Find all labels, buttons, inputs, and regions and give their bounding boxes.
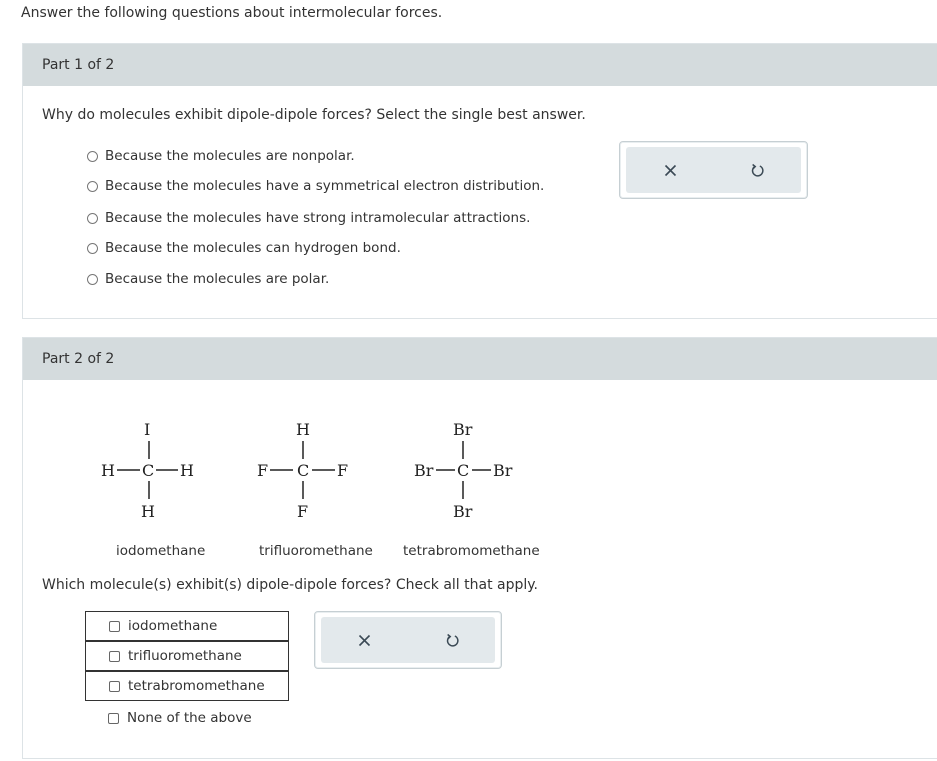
- undo-answer-button[interactable]: [432, 617, 472, 663]
- checkbox-option-trifluoromethane[interactable]: [85, 641, 289, 671]
- close-icon: [664, 164, 677, 177]
- bond-lines: [100, 440, 200, 505]
- atom-top: Br: [453, 420, 473, 439]
- atom-right: F: [337, 461, 349, 480]
- page-intro: Answer the following questions about intermolecular forces.: [21, 5, 443, 21]
- part-1-question: Why do molecules exhibit dipole-dipole forces? Select the single best answer.: [42, 107, 586, 123]
- atom-bottom: F: [297, 502, 309, 521]
- radio-option-symmetrical[interactable]: [87, 176, 544, 196]
- checkbox[interactable]: [109, 621, 120, 632]
- option-label: None of the above: [127, 710, 252, 726]
- answer-controls-inner: [321, 617, 495, 663]
- option-label: iodomethane: [128, 618, 218, 634]
- checkbox[interactable]: [109, 681, 120, 692]
- atom-top: H: [296, 420, 310, 439]
- close-icon: [358, 634, 371, 647]
- atom-center: C: [457, 461, 470, 480]
- atom-left: H: [101, 461, 115, 480]
- radio-button[interactable]: [87, 181, 98, 192]
- radio-option-hydrogen-bond[interactable]: [87, 238, 401, 258]
- molecule-name: tetrabromomethane: [403, 543, 540, 559]
- checkbox[interactable]: [109, 651, 120, 662]
- atom-top: I: [144, 420, 151, 439]
- option-label: tetrabromomethane: [128, 678, 265, 694]
- clear-answer-button[interactable]: [650, 147, 690, 193]
- part-1-answer-controls: [619, 141, 808, 199]
- checkbox-option-iodomethane[interactable]: [85, 611, 289, 641]
- atom-left: Br: [414, 461, 434, 480]
- atom-right: H: [180, 461, 194, 480]
- atom-left: F: [257, 461, 269, 480]
- atom-center: C: [297, 461, 310, 480]
- atom-bottom: Br: [453, 502, 473, 521]
- atom-right: Br: [493, 461, 513, 480]
- bond-lines: [255, 440, 355, 505]
- checkbox-option-none[interactable]: [85, 703, 289, 733]
- molecule-name: iodomethane: [116, 543, 206, 559]
- option-label: Because the molecules are nonpolar.: [105, 148, 355, 164]
- clear-answer-button[interactable]: [344, 617, 384, 663]
- checkbox[interactable]: [108, 713, 119, 724]
- radio-option-polar[interactable]: [87, 269, 329, 289]
- part-2-header: Part 2 of 2: [23, 338, 937, 380]
- part-2-answer-controls: [314, 611, 502, 669]
- checkbox-option-tetrabromomethane[interactable]: [85, 671, 289, 701]
- atom-bottom: H: [141, 502, 155, 521]
- radio-button[interactable]: [87, 213, 98, 224]
- answer-controls-inner: [626, 147, 801, 193]
- option-label: Because the molecules can hydrogen bond.: [105, 240, 401, 256]
- option-label: Because the molecules have strong intramolecular attractions.: [105, 210, 531, 226]
- option-label: Because the molecules are polar.: [105, 271, 330, 287]
- radio-button[interactable]: [87, 274, 98, 285]
- radio-option-nonpolar[interactable]: [87, 146, 355, 166]
- bond-lines: [410, 440, 520, 505]
- radio-button[interactable]: [87, 151, 98, 162]
- part-1-header: Part 1 of 2: [23, 44, 937, 86]
- molecule-name: trifluoromethane: [259, 543, 373, 559]
- undo-answer-button[interactable]: [737, 147, 777, 193]
- radio-option-intramolecular[interactable]: [87, 208, 530, 228]
- undo-icon: [445, 633, 460, 648]
- undo-icon: [750, 163, 765, 178]
- part-2-question: Which molecule(s) exhibit(s) dipole-dipole forces? Check all that apply.: [42, 577, 539, 593]
- atom-center: C: [142, 461, 155, 480]
- option-label: trifluoromethane: [128, 648, 242, 664]
- option-label: Because the molecules have a symmetrical electron distribution.: [105, 178, 545, 194]
- radio-button[interactable]: [87, 243, 98, 254]
